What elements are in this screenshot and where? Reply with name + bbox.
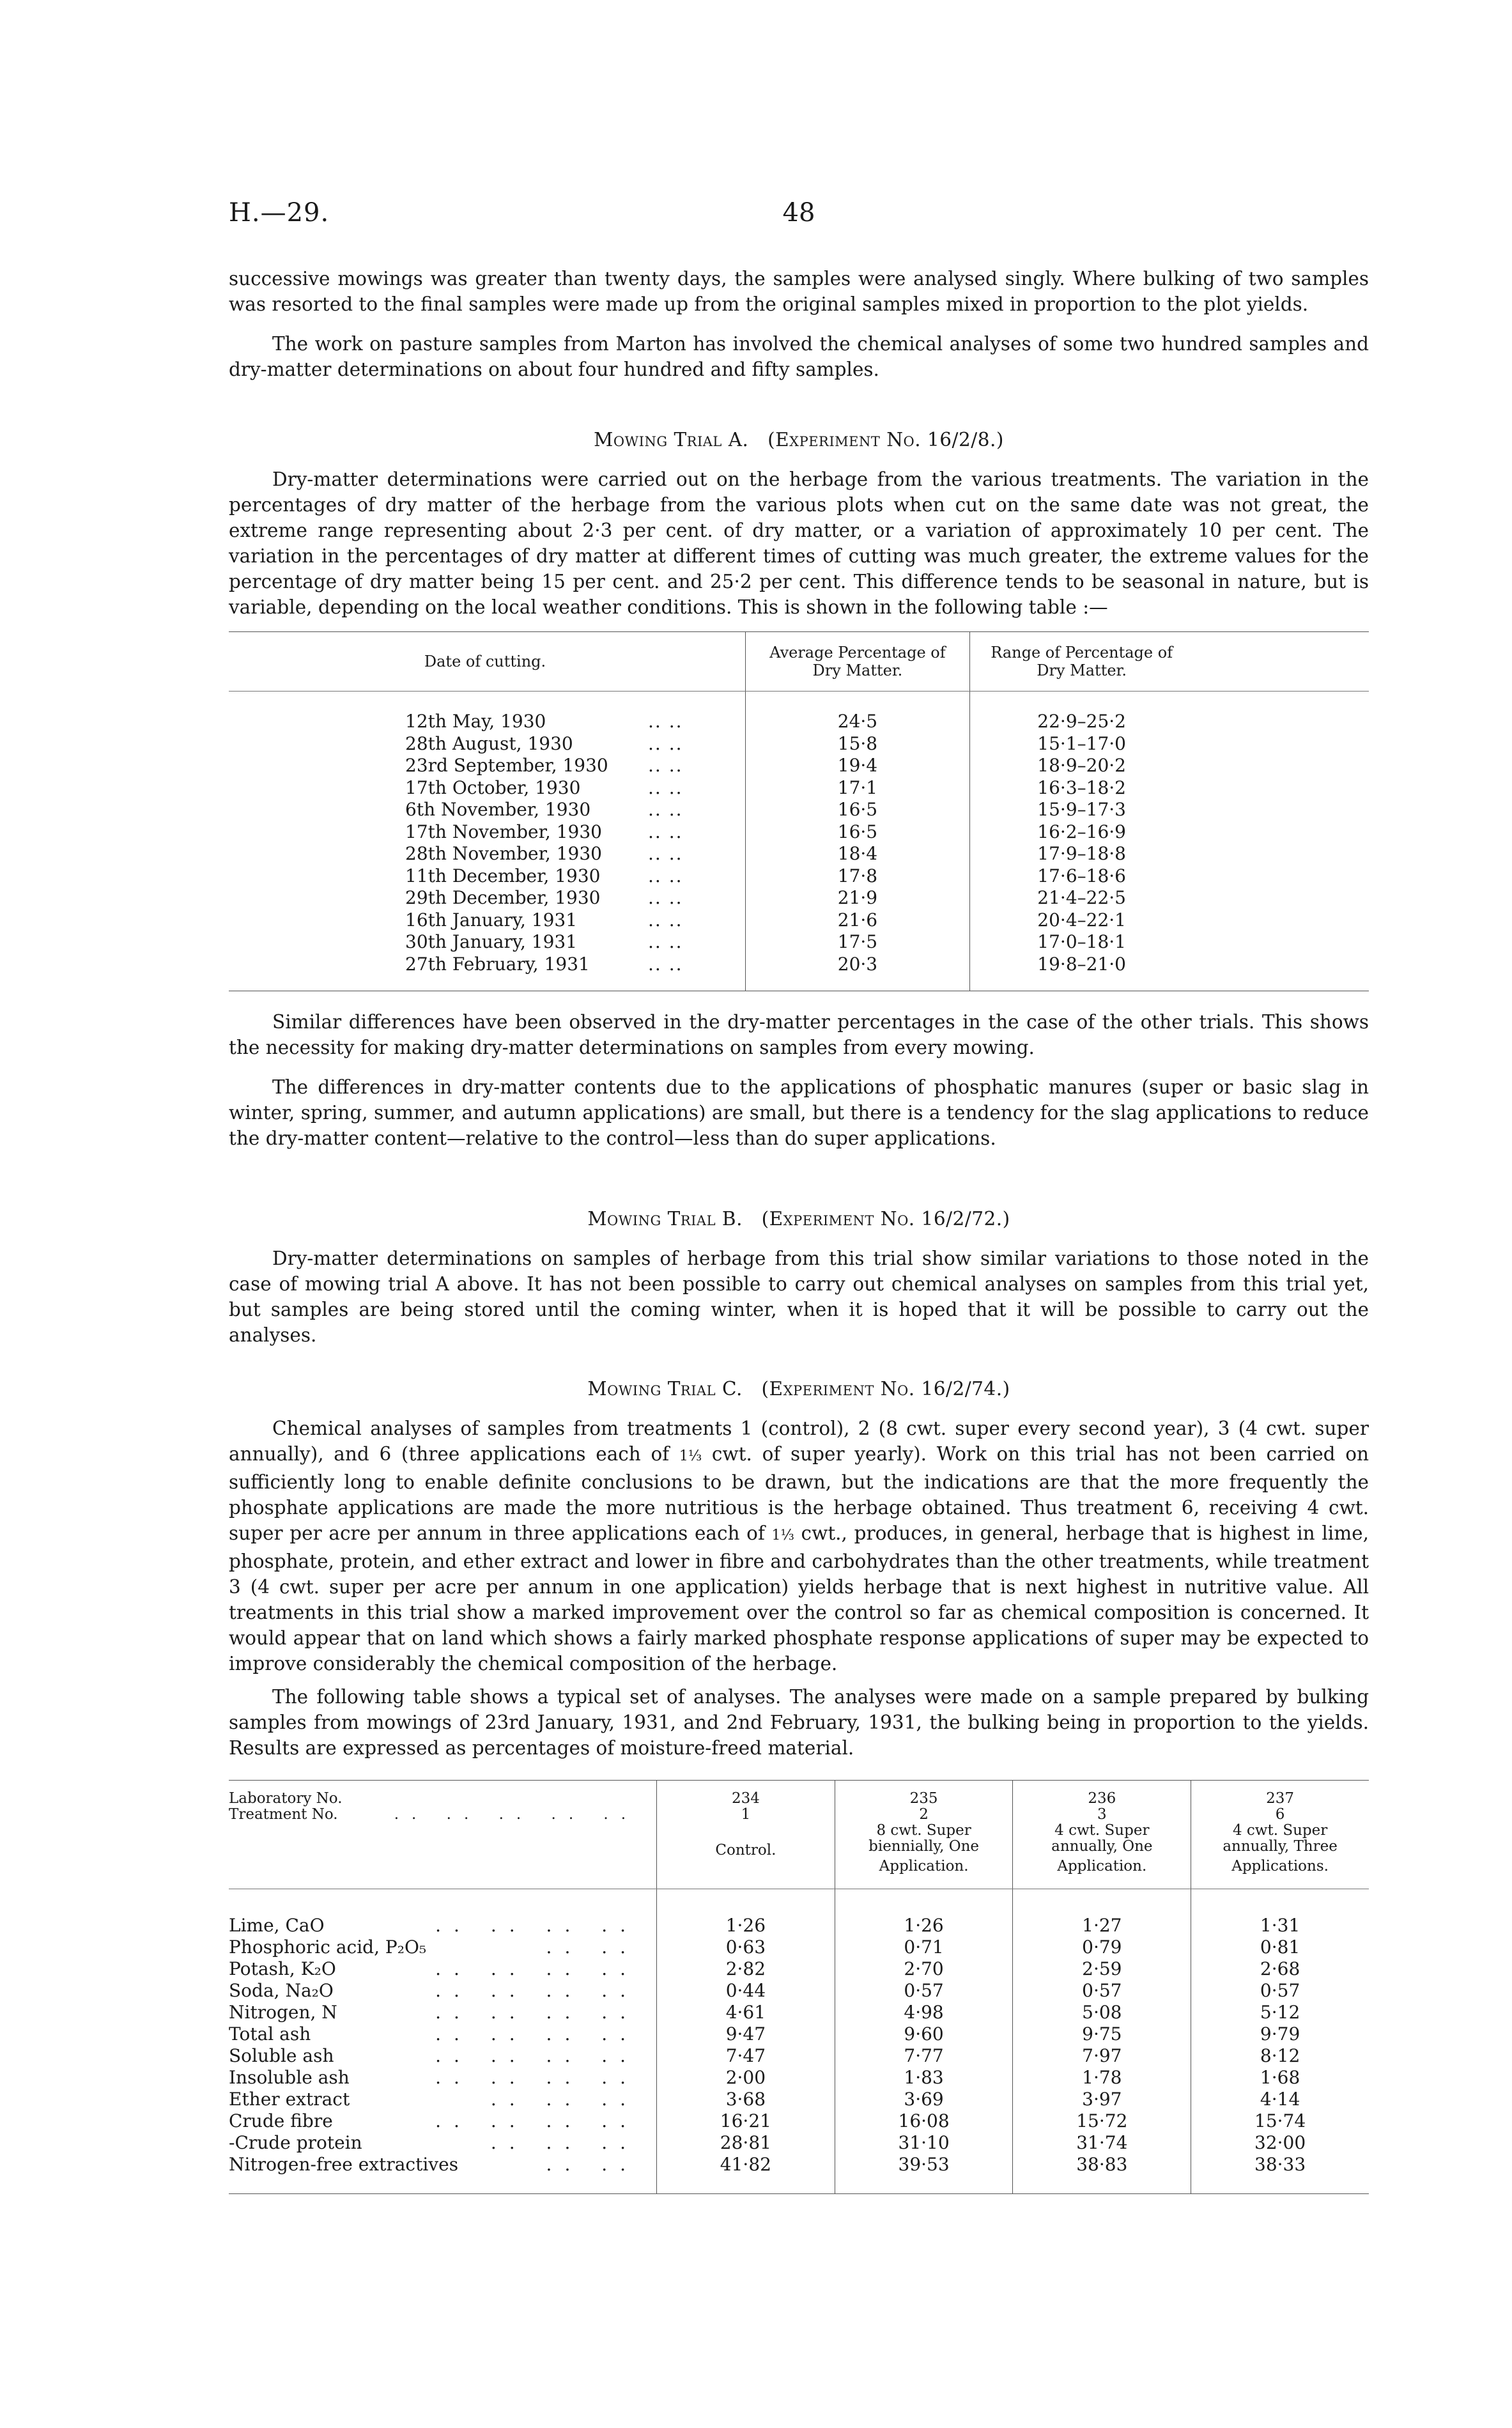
average-cell: 17·1 [746,777,970,800]
value-cell: 1·26 [835,1889,1013,1937]
value-cell: 4·98 [835,2002,1013,2023]
value-cell: 9·75 [1013,2023,1191,2045]
table-row [229,821,1369,844]
dot-leader: .. .. .. .. [435,2023,639,2045]
date-text: 11th December, 1930 [405,865,601,886]
dot-leader: .. .. [648,799,683,820]
table-row [229,2023,1369,2045]
component-name: Phosphoric acid, P₂O₅ [229,1937,427,1958]
value-cell: 4·14 [1191,2089,1369,2110]
range-cell: 17·0–18·1 [969,931,1193,954]
spacer-cell [1194,931,1369,954]
average-cell: 15·8 [746,733,970,755]
table-row [229,2002,1369,2023]
desc-cell: 4 cwt. Super [1013,1823,1191,1839]
value-cell: 8·12 [1191,2045,1369,2067]
value-cell: 1·68 [1191,2067,1369,2089]
desc-cell [657,1859,835,1889]
dot-leader: .. .. [648,931,683,952]
component-cell [229,2154,657,2194]
value-cell: 2·59 [1013,1958,1191,1980]
date-cell [229,755,746,777]
value-cell: 41·82 [657,2154,835,2194]
value-cell: 15·72 [1013,2110,1191,2132]
value-cell: 3·68 [657,2089,835,2110]
date-text: 17th November, 1930 [405,821,602,842]
date-text: 12th May, 1930 [405,711,546,732]
value-cell: 5·08 [1013,2002,1191,2023]
header-date: Date of cutting. [229,632,746,692]
desc-cell: 8 cwt. Super [835,1823,1013,1839]
value-cell: 9·79 [1191,2023,1369,2045]
desc-cell [657,1823,835,1839]
dry-matter-table [229,631,1369,991]
spacer-cell [1194,887,1369,909]
component-cell [229,1980,657,2002]
table-row [229,865,1369,888]
average-cell: 20·3 [746,954,970,991]
header-row-desc1 [229,1823,1369,1839]
component-cell [229,2110,657,2132]
range-cell: 17·6–18·6 [969,865,1193,888]
value-cell: 0·79 [1013,1937,1191,1958]
range-cell: 15·9–17·3 [969,799,1193,821]
value-cell: 16·21 [657,2110,835,2132]
table-row [229,1958,1369,1980]
component-name: Soda, Na₂O [229,1980,334,2001]
header-range [969,632,1193,692]
paragraph-similar-differences: Similar differences have been observed in the dry-matter percentages in the case of the other trials. This shows the necessity for making dry-matter determinations on samples from every mowing. [229,1011,1369,1058]
dot-leader: .. .. .. .. .. [394,1806,639,1823]
label-cell [229,1807,657,1823]
spacer-cell [1194,865,1369,888]
dot-leader: .. .. .. .. [435,1915,639,1936]
desc-cell: Control. [657,1839,835,1859]
date-cell [229,909,746,932]
spacer-cell [1194,821,1369,844]
dot-leader: .. .. .. .. [435,2045,639,2066]
component-name: Nitrogen-free extractives [229,2154,459,2175]
header-average-line1: Average Percentage of [769,644,946,661]
component-cell [229,2045,657,2067]
header-spacer [1194,632,1369,692]
treatment-no-cell: 2 [835,1807,1013,1823]
value-cell: 9·60 [835,2023,1013,2045]
label-cell [229,1823,657,1839]
value-cell: 0·44 [657,1980,835,2002]
label-lab-no: Laboratory No. [229,1790,343,1807]
header-row-desc3 [229,1859,1369,1889]
paragraph-chemical-analyses [229,1416,1369,1676]
value-cell: 7·47 [657,2045,835,2067]
range-cell: 19·8–21·0 [969,954,1193,991]
range-cell: 16·2–16·9 [969,821,1193,844]
document-reference: H.—29. [229,198,330,228]
value-cell: 15·74 [1191,2110,1369,2132]
heading-mowing-trial-c [229,1376,1369,1402]
component-cell [229,1937,657,1958]
table-row [229,2154,1369,2194]
dot-leader: .. .. .. .. [435,1980,639,2001]
dot-leader: .. .. .. .. [435,2110,639,2131]
dot-leader: .. .. .. [490,2089,639,2110]
date-text: 28th August, 1930 [405,732,573,754]
table-row [229,777,1369,800]
range-cell: 22·9–25·2 [969,692,1193,733]
lab-no-cell: 237 [1191,1781,1369,1807]
document-page [229,198,1369,2194]
date-text: 17th October, 1930 [405,777,581,798]
dot-leader: .. .. [648,887,683,908]
value-cell: 38·33 [1191,2154,1369,2194]
desc-cell: biennially, One [835,1839,1013,1859]
dot-leader: .. .. [648,821,683,842]
value-cell: 7·77 [835,2045,1013,2067]
value-cell: 3·69 [835,2089,1013,2110]
value-cell: 2·70 [835,1958,1013,1980]
treatment-no-cell: 1 [657,1807,835,1823]
component-name: Total ash [229,2023,311,2045]
date-text: 6th November, 1930 [405,799,591,820]
spacer-cell [1194,954,1369,991]
paragraph-continuation: successive mowings was greater than twenty days, the samples were analysed singly. Where bulking of two samples was resorted to the final samples were made up from the original samples mixed in proportion to the plot yields. [229,268,1369,315]
desc-cell: Application. [835,1859,1013,1889]
component-cell [229,1958,657,1980]
spacer-cell [1194,799,1369,821]
table-row [229,843,1369,865]
spacer-cell [1194,909,1369,932]
component-cell [229,2132,657,2154]
desc-cell: 4 cwt. Super [1191,1823,1369,1839]
average-cell: 17·8 [746,865,970,888]
analyses-table [229,1780,1369,2194]
average-cell: 19·4 [746,755,970,777]
page-header [229,198,1369,243]
dot-leader: .. .. .. .. [435,1958,639,1979]
date-text: 16th January, 1931 [405,909,578,931]
desc-cell: Application. [1013,1859,1191,1889]
text-part: cwt., produces, in general, herbage that is highest in lime, phosphate, protein, and ether extract and lower in fibre and carbohydrates than the other treatments, while treatment 3 (4 cwt. super per acre per annum in one application) yields herbage that is next highest in nutritive value. All treatments in this trial show a marked improvement over the control so far as chemical composition is concerned. It would appear that on land which shows a fairly marked phosphate response applications of super may be expected to improve considerably the chemical composition of the herbage. [229,1522,1369,1674]
fraction: 1⅓ [771,1527,794,1543]
date-text: 30th January, 1931 [405,931,578,952]
dot-leader: .. .. [648,777,683,798]
table-row [229,1889,1369,1937]
average-cell: 21·6 [746,909,970,932]
table-row [229,909,1369,932]
spacer-cell [1194,733,1369,755]
date-cell [229,865,746,888]
value-cell: 5·12 [1191,2002,1369,2023]
value-cell: 2·68 [1191,1958,1369,1980]
dot-leader: .. .. [648,711,683,732]
value-cell: 16·08 [835,2110,1013,2132]
table-row [229,1937,1369,1958]
value-cell: 38·83 [1013,2154,1191,2194]
dot-leader: .. .. [648,843,683,864]
header-range-line1: Range of Percentage of [991,644,1173,661]
average-cell: 18·4 [746,843,970,865]
dot-leader: .. .. .. [490,2132,639,2153]
table-row [229,733,1369,755]
dot-leader: .. .. [648,732,683,754]
spacer-cell [1194,692,1369,733]
page-number: 48 [782,198,815,228]
fraction: 1⅓ [679,1448,702,1464]
component-name: Soluble ash [229,2045,334,2066]
range-cell: 21·4–22·5 [969,887,1193,909]
range-cell: 20·4–22·1 [969,909,1193,932]
dot-leader: .. .. [648,755,683,776]
date-cell [229,733,746,755]
table-row [229,2110,1369,2132]
desc-cell: annually, One [1013,1839,1191,1859]
dot-leader: .. .. .. .. [435,2002,639,2023]
header-row-desc2 [229,1839,1369,1859]
value-cell: 32·00 [1191,2132,1369,2154]
heading-title: Mowing Trial B. [587,1208,743,1230]
date-cell [229,799,746,821]
table-row [229,799,1369,821]
value-cell: 2·82 [657,1958,835,1980]
lab-no-cell: 234 [657,1781,835,1807]
value-cell: 0·81 [1191,1937,1369,1958]
desc-cell: annually, Three [1191,1839,1369,1859]
value-cell: 3·97 [1013,2089,1191,2110]
date-cell [229,954,746,991]
lab-no-cell: 235 [835,1781,1013,1807]
spacer-cell [1194,755,1369,777]
header-average-line2: Dry Matter. [812,661,903,679]
component-cell [229,2067,657,2089]
value-cell: 0·63 [657,1937,835,1958]
range-cell: 18·9–20·2 [969,755,1193,777]
component-name: Insoluble ash [229,2067,350,2088]
value-cell: 39·53 [835,2154,1013,2194]
value-cell: 0·57 [1013,1980,1191,2002]
table-header-row [229,632,1369,692]
component-name: Potash, K₂O [229,1958,336,1979]
heading-experiment: (Experiment No. 16/2/8.) [768,429,1004,451]
value-cell: 1·26 [657,1889,835,1937]
table-row [229,887,1369,909]
range-cell: 16·3–18·2 [969,777,1193,800]
heading-mowing-trial-a [229,427,1369,452]
date-text: 23rd September, 1930 [405,755,608,776]
value-cell: 1·27 [1013,1889,1191,1937]
table-row [229,1980,1369,2002]
value-cell: 28·81 [657,2132,835,2154]
heading-title: Mowing Trial A. [594,429,749,451]
date-cell [229,821,746,844]
heading-mowing-trial-b [229,1206,1369,1232]
date-text: 29th December, 1930 [405,887,601,908]
header-range-line2: Dry Matter. [1037,661,1127,679]
component-name: -Crude protein [229,2132,362,2153]
paragraph-typical-analyses: The following table shows a typical set of analyses. The analyses were made on a sample prepared by bulking samples from mowings of 23rd January, 1931, and 2nd February, 1931, the bulking being in proportion to the yields. Results are expressed as percentages of moisture-freed material. [229,1686,1369,1759]
table-row [229,755,1369,777]
paragraph-dry-matter-a: Dry-matter determinations were carried out on the herbage from the various treatments. The variation in the percentages of dry matter of the herbage from the various plots when cut on the same date was not great, the extreme range representing about 2·3 per cent. of dry matter, or a variation of approximately 10 per cent. The variation in the percentages of dry matter at different times of cutting was much greater, the extreme values for the percentage of dry matter being 15 per cent. and 25·2 per cent. This difference tends to be seasonal in nature, but is variable, depending on the local weather conditions. This is shown in the following table :— [229,468,1369,618]
value-cell: 0·71 [835,1937,1013,1958]
component-cell [229,2023,657,2045]
table-row [229,2089,1369,2110]
dot-leader: .. .. [648,865,683,886]
table-row [229,2132,1369,2154]
average-cell: 17·5 [746,931,970,954]
spacer-cell [1194,843,1369,865]
value-cell: 2·00 [657,2067,835,2089]
paragraph-phosphatic-manures: The differences in dry-matter contents due to the applications of phosphatic manures (super or basic slag in winter, spring, summer, and autumn applications) are small, but there is a tendency for the slag applications to reduce the dry-matter content—relative to the control—less than do super applications. [229,1076,1369,1149]
table-row [229,931,1369,954]
component-name: Crude fibre [229,2110,333,2131]
value-cell: 1·31 [1191,1889,1369,1937]
desc-cell: Applications. [1191,1859,1369,1889]
date-text: 27th February, 1931 [405,953,590,975]
heading-title: Mowing Trial C. [587,1378,743,1400]
component-name: Ether extract [229,2089,350,2110]
table-row [229,2045,1369,2067]
dot-leader: .. .. [648,953,683,975]
paragraph-dry-matter-b: Dry-matter determinations on samples of herbage from this trial show similar variations to those noted in the case of mowing trial A above. It has not been possible to carry out chemical analyses on samples from this trial yet, but samples are being stored until the coming winter, when it is hoped that it will be possible to carry out the analyses. [229,1248,1369,1346]
label-cell [229,1781,657,1807]
table-row [229,954,1369,991]
date-cell [229,931,746,954]
value-cell: 1·78 [1013,2067,1191,2089]
average-cell: 21·9 [746,887,970,909]
date-text: 28th November, 1930 [405,843,602,864]
value-cell: 9·47 [657,2023,835,2045]
component-name: Lime, CaO [229,1915,325,1936]
value-cell: 1·83 [835,2067,1013,2089]
label-cell [229,1839,657,1859]
average-cell: 24·5 [746,692,970,733]
text-part: cwt. of super yearly). Work on this trial has not been carried on sufficiently long to enable definite conclusions to be drawn, but the indications are that the more frequently the phosphate applications are made the more nutritious is the herbage obtained. Thus treatment 6, receiving 4 cwt. super per acre per annum in three applications each of [229,1443,1369,1544]
value-cell: 0·57 [835,1980,1013,2002]
header-row-lab [229,1781,1369,1807]
average-cell: 16·5 [746,799,970,821]
spacer-cell [1194,777,1369,800]
component-cell [229,1889,657,1937]
dot-leader: .. .. [648,909,683,931]
date-cell [229,692,746,733]
value-cell: 4·61 [657,2002,835,2023]
table-row [229,2067,1369,2089]
value-cell: 0·57 [1191,1980,1369,2002]
label-cell [229,1859,657,1889]
date-cell [229,777,746,800]
value-cell: 31·74 [1013,2132,1191,2154]
dot-leader: .. .. [546,2154,639,2175]
dot-leader: .. .. .. .. [435,2067,639,2088]
treatment-no-cell: 6 [1191,1807,1369,1823]
value-cell: 7·97 [1013,2045,1191,2067]
value-cell: 31·10 [835,2132,1013,2154]
component-cell [229,2089,657,2110]
component-cell [229,2002,657,2023]
heading-experiment: (Experiment No. 16/2/74.) [761,1378,1010,1400]
range-cell: 17·9–18·8 [969,843,1193,865]
header-average [746,632,970,692]
lab-no-cell: 236 [1013,1781,1191,1807]
paragraph-marton-work: The work on pasture samples from Marton has involved the chemical analyses of some two hundred samples and dry-matter determinations on about four hundred and fifty samples. [229,333,1369,380]
range-cell: 15·1–17·0 [969,733,1193,755]
treatment-no-cell: 3 [1013,1807,1191,1823]
text-part: Chemical analyses of samples from treatments 1 (control), 2 (8 cwt. super every second year), 3 (4 cwt. super annually), and 6 (three applications each of [229,1418,1369,1465]
average-cell: 16·5 [746,821,970,844]
label-treatment-no: Treatment No. [229,1806,338,1823]
date-cell [229,843,746,865]
component-name: Nitrogen, N [229,2002,337,2023]
dot-leader: .. .. [546,1937,639,1958]
date-cell [229,887,746,909]
table-row [229,692,1369,733]
heading-experiment: (Experiment No. 16/2/72.) [761,1208,1010,1230]
header-row-treatment [229,1807,1369,1823]
